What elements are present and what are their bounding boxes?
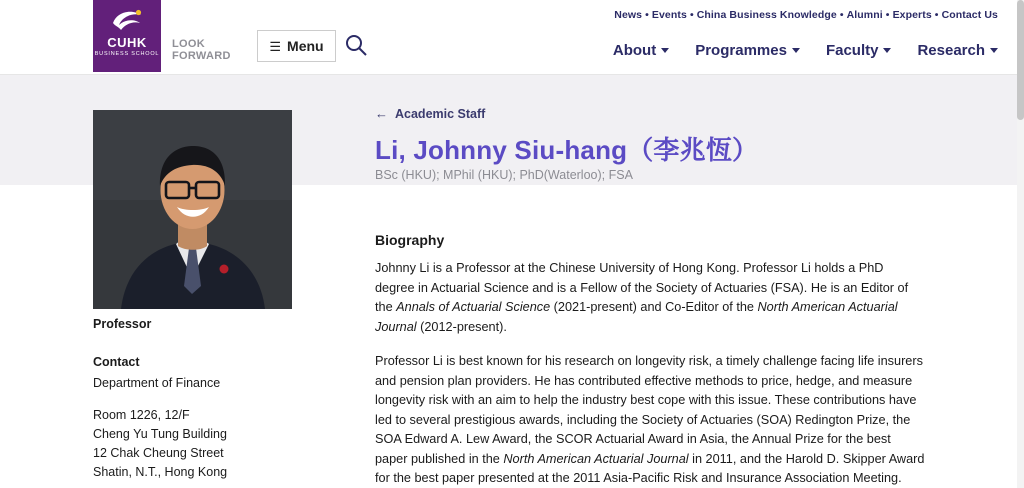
contact-line-department: Department of Finance bbox=[93, 376, 221, 390]
logo-subtitle: BUSINESS SCHOOL bbox=[94, 51, 160, 57]
menu-button-label: Menu bbox=[287, 38, 324, 54]
back-to-academic-staff-link[interactable] bbox=[375, 106, 485, 121]
chevron-down-icon bbox=[990, 48, 998, 53]
biography-body bbox=[375, 259, 926, 488]
nav-item-research[interactable] bbox=[917, 42, 998, 59]
biography-paragraph-2 bbox=[375, 352, 926, 488]
degrees-text: BSc (HKU); MPhil (HKU); PhD(Waterloo); FSA bbox=[375, 168, 633, 182]
utility-link-news[interactable]: News bbox=[614, 9, 643, 21]
bio-p2-part-a: Professor Li is best known for his research on longevity risk, a timely challenge facing life insurers and pension plan providers. He has contributed effective methods to price, hedge, and measure longevity risk with an aim to help the industry best cope with this issue. These contributions have led to several prestigious awards, including the Society of Actuaries (SOA) Redington Prize, the SOA Edward A. Lew Award, the SCOR Actuarial Award in Asia, the Annual Prize for the best paper published in the bbox=[375, 354, 923, 466]
nav-item-about[interactable] bbox=[613, 42, 669, 59]
chevron-down-icon bbox=[792, 48, 800, 53]
hamburger-icon: ☰ bbox=[269, 38, 282, 54]
chevron-down-icon bbox=[883, 48, 891, 53]
utility-link-contact-us[interactable]: Contact Us bbox=[941, 9, 998, 21]
cuhk-business-school-logo[interactable] bbox=[93, 0, 161, 72]
nav-item-about-label: About bbox=[612, 42, 657, 59]
contact-details bbox=[93, 374, 333, 482]
logo-title: CUHK bbox=[107, 35, 147, 50]
search-icon[interactable] bbox=[344, 33, 368, 57]
bio-p1-part-a: Johnny Li is a Professor at the Chinese University of Hong Kong. Professor Li holds a PhD degree in Actuarial Science and is a Fellow of the Society of Actuaries (FSA). He is an Editor of the bbox=[375, 261, 909, 314]
nav-item-research-label: Research bbox=[917, 42, 985, 59]
avatar bbox=[93, 110, 292, 309]
bio-p1-part-b: (2021-present) and Co-Editor of the bbox=[550, 300, 758, 314]
biography-heading: Biography bbox=[375, 232, 445, 248]
site-header bbox=[0, 0, 1024, 75]
contact-line-street: 12 Chak Cheung Street bbox=[93, 446, 224, 460]
page-title: Li, Johnny Siu-hang（李兆恆） bbox=[375, 135, 759, 165]
tagline-line-1: LOOK bbox=[172, 38, 205, 50]
bio-p2-part-b: in 2011, and the Harold D. Skipper Award for the best paper presented at the 2011 Asia-Pacific Risk and Insurance Association Meeting. bbox=[375, 451, 925, 485]
nav-item-programmes[interactable] bbox=[695, 42, 800, 59]
nav-item-faculty-label: Faculty bbox=[825, 42, 879, 59]
contact-line-room: Room 1226, 12/F bbox=[93, 408, 190, 422]
nav-item-programmes-label: Programmes bbox=[695, 42, 787, 59]
contact-heading: Contact bbox=[93, 355, 140, 369]
utility-link-alumni[interactable]: Alumni bbox=[846, 9, 883, 21]
nav-item-faculty[interactable] bbox=[826, 42, 892, 59]
main-nav bbox=[613, 42, 998, 59]
tagline bbox=[172, 38, 231, 62]
biography-paragraph-1 bbox=[375, 259, 926, 337]
back-link-label: Academic Staff bbox=[395, 106, 486, 121]
arrow-left-icon: ← bbox=[375, 106, 388, 121]
menu-button[interactable] bbox=[257, 30, 336, 62]
utility-link-events[interactable]: Events bbox=[651, 9, 687, 21]
utility-link-china-business-knowledge[interactable]: China Business Knowledge bbox=[696, 9, 837, 21]
contact-line-city: Shatin, N.T., Hong Kong bbox=[93, 465, 228, 479]
cuhk-emblem-icon bbox=[107, 6, 147, 34]
utility-link-experts[interactable]: Experts bbox=[892, 9, 932, 21]
bio-p1-journal-2: North American Actuarial Journal bbox=[375, 300, 898, 334]
tagline-line-2: FORWARD bbox=[172, 50, 231, 62]
utility-nav: News • Events • China Business Knowledge • Alumni • Experts • Contact Us bbox=[614, 9, 998, 21]
bio-p2-journal-1: North American Actuarial Journal bbox=[503, 451, 689, 466]
page-scrollbar[interactable] bbox=[1017, 0, 1024, 488]
chevron-down-icon bbox=[661, 48, 669, 53]
bio-p1-journal-1: Annals of Actuarial Science bbox=[396, 300, 551, 314]
contact-line-building: Cheng Yu Tung Building bbox=[93, 427, 227, 441]
bio-p1-part-c: (2012-present). bbox=[416, 319, 507, 334]
scrollbar-thumb[interactable] bbox=[1017, 0, 1024, 120]
contact-spacer bbox=[93, 393, 333, 406]
job-title: Professor bbox=[93, 317, 152, 331]
